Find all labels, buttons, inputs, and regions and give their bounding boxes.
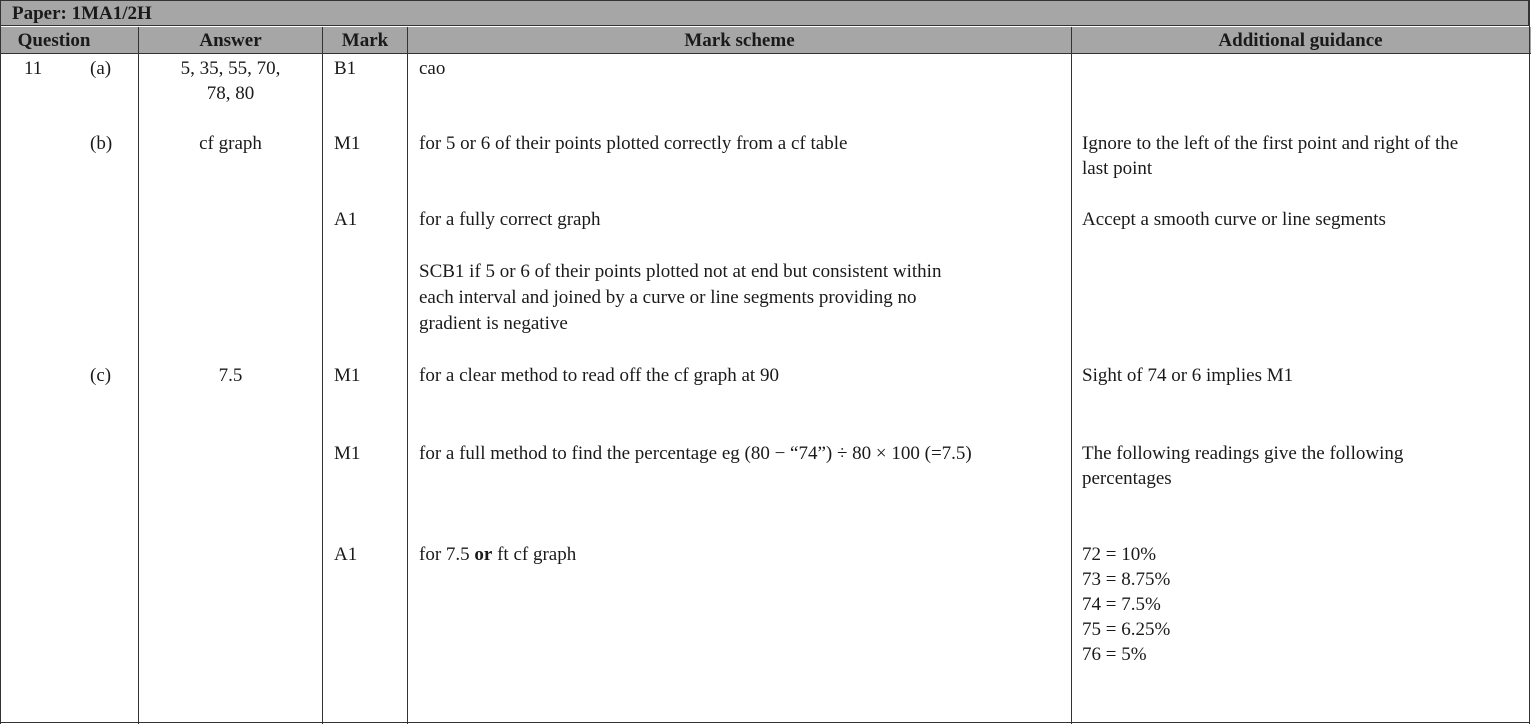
scheme-a: cao	[419, 58, 446, 79]
answer-a-line2: 78, 80	[206, 83, 255, 104]
scheme-c-3-suffix: ft cf graph	[492, 544, 577, 565]
scheme-b-scb-line1: SCB1 if 5 or 6 of their points plotted not at end but consistent within	[419, 261, 942, 282]
table-border-left	[0, 0, 1, 724]
scheme-b-1: for 5 or 6 of their points plotted correctly from a cf table	[419, 133, 848, 154]
guidance-b-1-line2: last point	[1082, 158, 1153, 179]
reading-74: 74 = 7.5%	[1082, 594, 1161, 615]
header-question: Question	[17, 30, 91, 51]
guidance-b-1-line1: Ignore to the left of the first point and right of the	[1082, 133, 1459, 154]
guidance-c-2-line1: The following readings give the following	[1082, 443, 1404, 464]
scheme-c-2: for a full method to find the percentage eg (80 − “74”) ÷ 80 × 100 (=7.5)	[419, 443, 972, 464]
scheme-c-3	[419, 542, 576, 568]
table-border-right	[1529, 0, 1530, 724]
paper-title: Paper: 1MA1/2H	[0, 0, 1529, 26]
part-label-c: (c)	[90, 365, 112, 386]
mark-c-2: M1	[334, 443, 361, 464]
mark-c-3: A1	[334, 544, 358, 565]
reading-76: 76 = 5%	[1082, 644, 1147, 665]
mark-b-1: M1	[334, 133, 361, 154]
part-label-a: (a)	[90, 58, 112, 79]
guidance-c-2-line2: percentages	[1082, 468, 1172, 489]
answer-a-line1: 5, 35, 55, 70,	[180, 58, 281, 79]
reading-75: 75 = 6.25%	[1082, 619, 1171, 640]
header-mark: Mark	[341, 30, 389, 51]
header-additional-guidance: Additional guidance	[1218, 30, 1383, 51]
question-number: 11	[24, 58, 43, 79]
header-answer: Answer	[199, 30, 262, 51]
table-border-bottom	[0, 722, 1530, 723]
reading-72: 72 = 10%	[1082, 544, 1157, 565]
mark-c-1: M1	[334, 365, 361, 386]
mark-a: B1	[334, 58, 357, 79]
scheme-c-3-prefix: for 7.5	[419, 544, 475, 565]
table-header	[0, 27, 1531, 54]
part-label-b: (b)	[90, 133, 113, 154]
guidance-c-1: Sight of 74 or 6 implies M1	[1082, 365, 1294, 386]
scheme-b-scb-line3: gradient is negative	[419, 313, 568, 334]
column-divider	[1071, 27, 1072, 724]
scheme-b-scb-line2: each interval and joined by a curve or line segments providing no	[419, 287, 917, 308]
answer-b: cf graph	[199, 133, 262, 154]
column-divider	[322, 27, 323, 724]
mark-b-2: A1	[334, 209, 358, 230]
header-mark-scheme: Mark scheme	[684, 30, 795, 51]
column-divider	[407, 27, 408, 724]
reading-73: 73 = 8.75%	[1082, 569, 1171, 590]
scheme-c-3-bold: or	[474, 544, 493, 565]
guidance-b-2: Accept a smooth curve or line segments	[1082, 209, 1386, 230]
answer-c: 7.5	[218, 365, 243, 386]
scheme-c-1: for a clear method to read off the cf graph at 90	[419, 365, 779, 386]
scheme-b-2: for a fully correct graph	[419, 209, 601, 230]
